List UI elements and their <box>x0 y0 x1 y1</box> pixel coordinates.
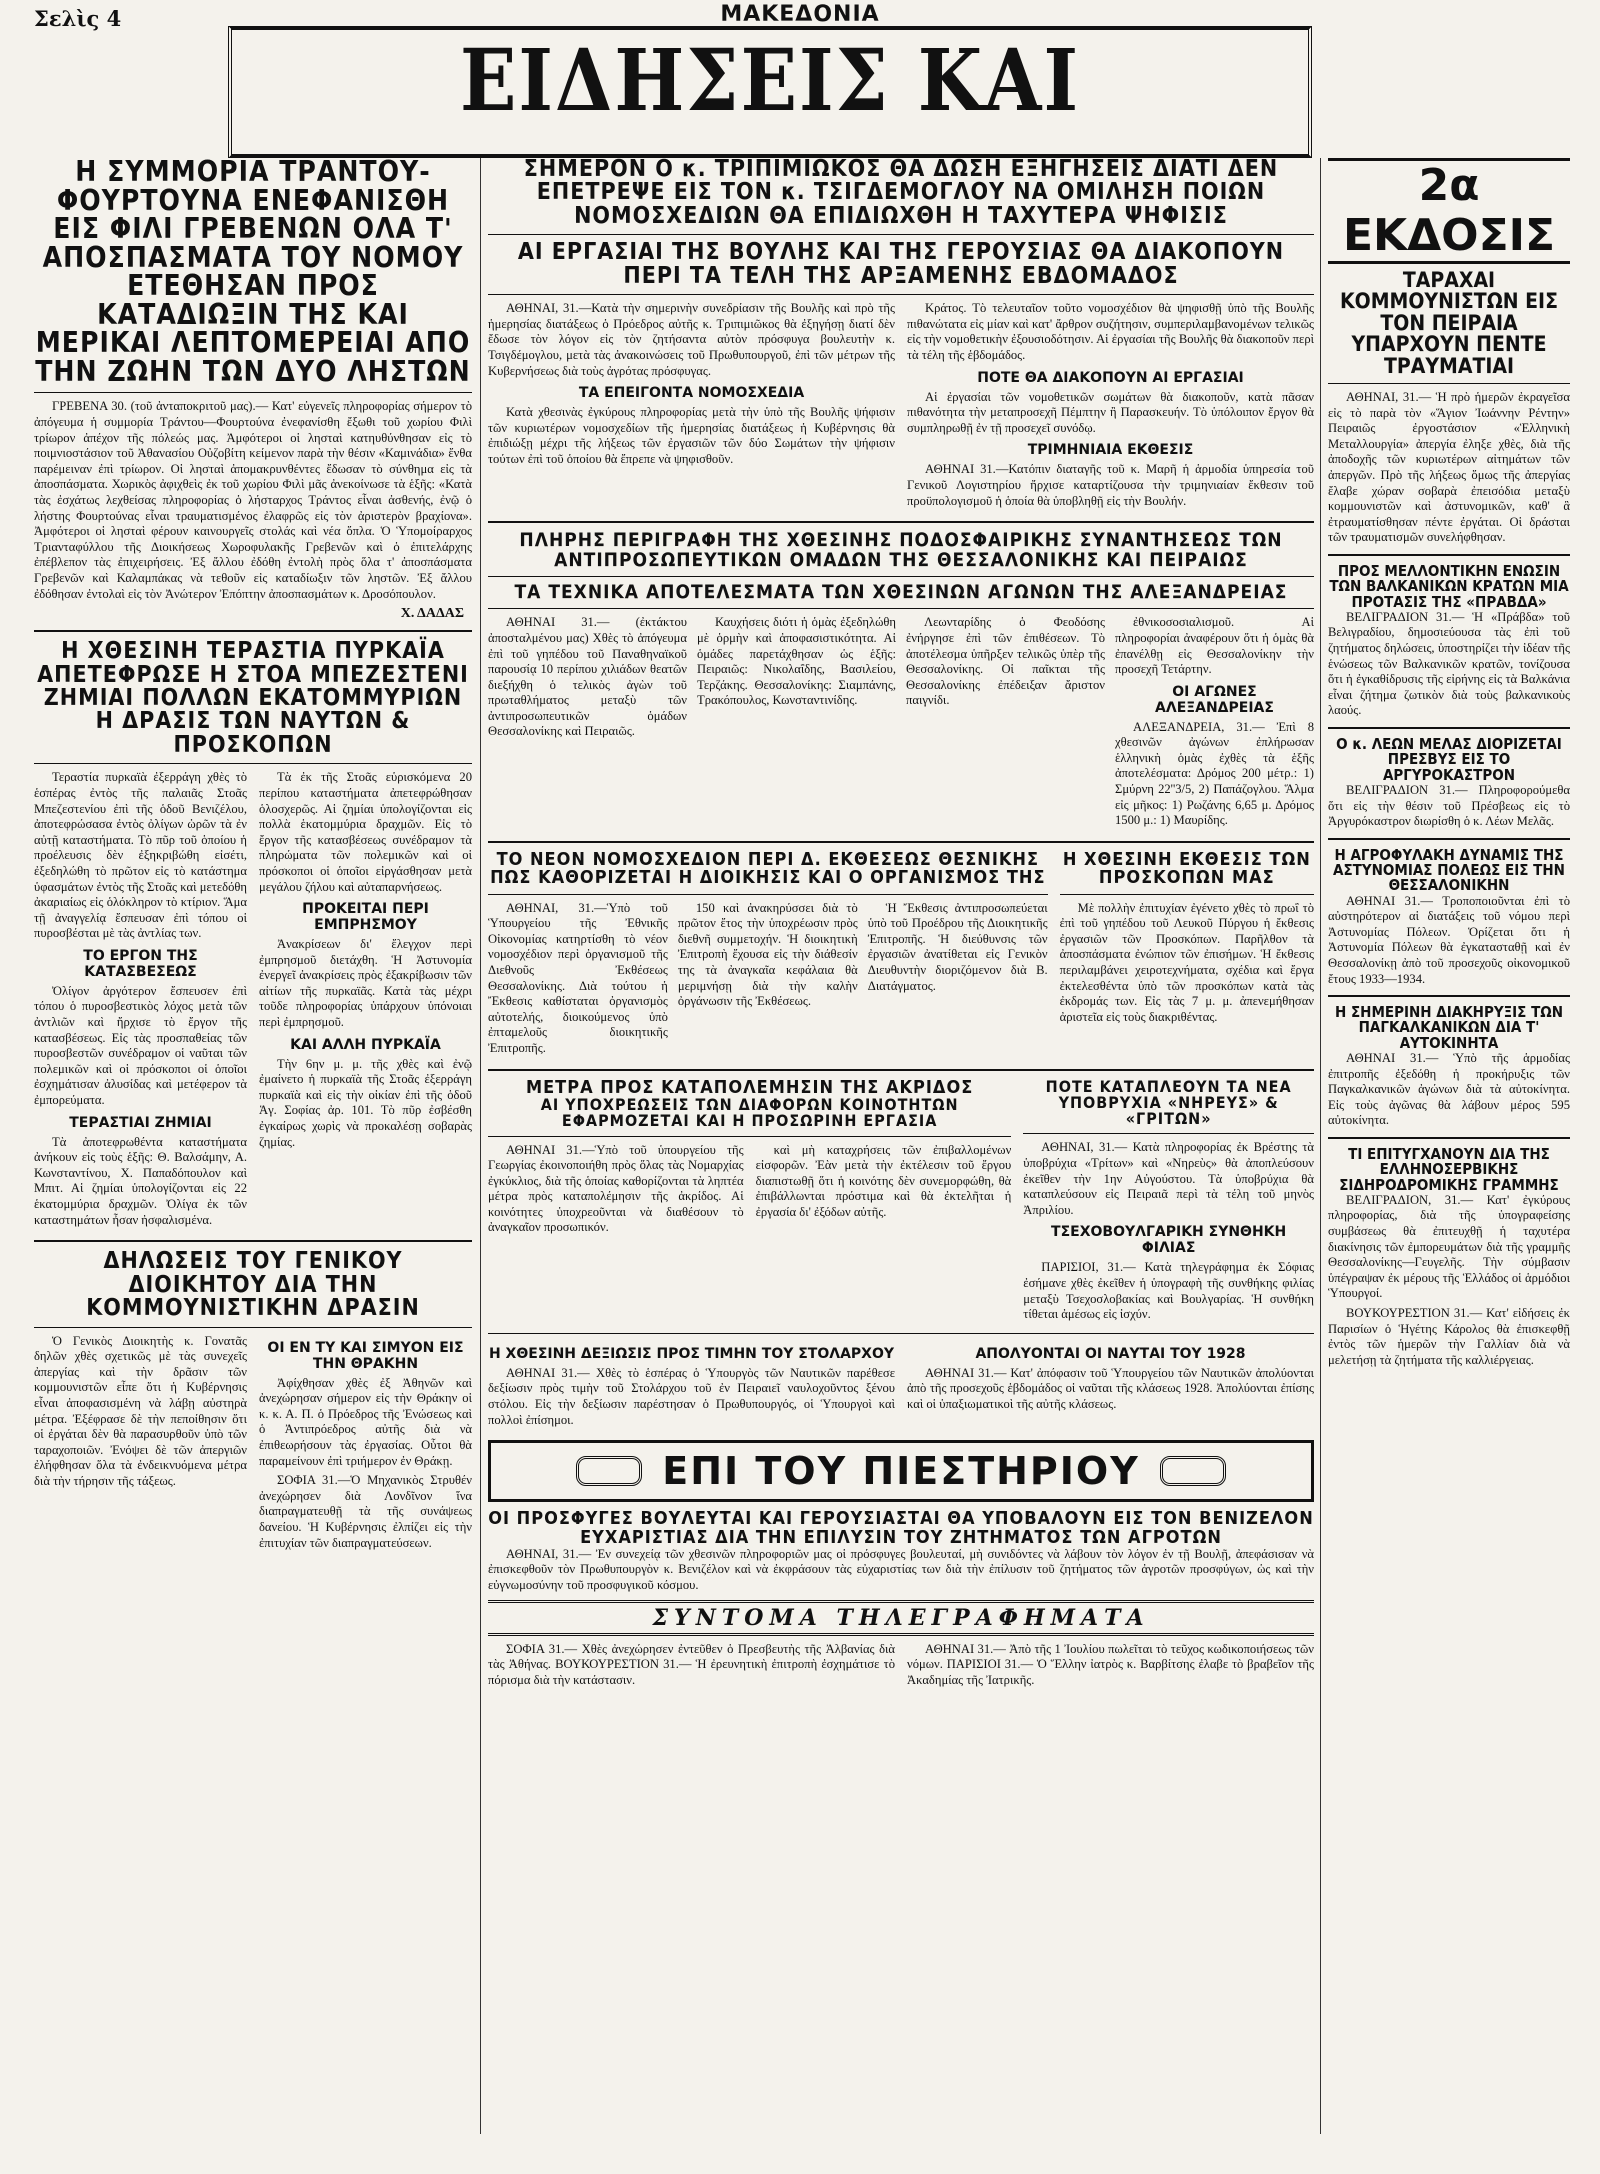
body-sports-today: ΑΘΗΝΑΙ 31.— Ὑπὸ τῆς ἁρμοδίας ἐπιτροπῆς ἐξεδόθη ἡ προκήρυξις τῶν Παγκαλκανικῶν ἀγώνων διὰ τὰ αὐτοκίνητα. Εἰς τοὺς ἀγῶνας θὰ λάβουν μέρος 595 αὐτοκίνητα. <box>1328 1051 1570 1128</box>
headline-scouts: Η ΧΘΕΣΙΝΗ ΕΚΘΕΣΙΣ ΤΩΝ ΠΡΟΣΚΟΠΩΝ ΜΑΣ <box>1062 848 1311 889</box>
column-divider <box>1320 158 1321 2134</box>
parliament-columns <box>488 301 1314 513</box>
body-piraeus: ΑΘΗΝΑΙ, 31.— Ἡ πρὸ ἡμερῶν ἐκραγεῖσα εἰς τὸ παρὰ τὸν «Ἅγιον Ἰωάννην Ρέντην» Πειραιῶς ἐργοστάσιον «Ἑλληνικὴ Μεταλλουργία» ἀπεργία ἐληξε χθὲς, διὰ τῆς ἀποδοχῆς τῶν κυριωτέρων αἰτημάτων τῶν ἀπεργῶν. Πρὸ τῆς λήξεως ὅμως τῆς ἀπεργίας ἔλαβε χώραν σοβαρὰ ἐπεισόδια μεταξὺ κομμουνιστῶν καὶ ἀστυνομικῶν, καθ' ἃ ἐτραυματίσθησαν πέντε ἐργάται. Οἱ δράσται τῶν τραυματισμῶν συνελήφθησαν. <box>1328 390 1570 545</box>
body-bills: Κατὰ χθεσινὰς ἐγκύρους πληροφορίας μετὰ τὴν ὑπὸ τῆς Βουλῆς ψήφισιν τῶν κυριωτέρων νομοσχεδίων τῆς ἡμερησίας διατάξεως ἡ Κυβέρνησις θὰ ἐπιδιώξῃ μέχρι τῆς λήξεως τῶν ἐργασιῶν τῶν δύο Σωμάτων τὴν ψήφισιν τούτων ἐπὶ τοῦ ὁποίου θὰ ἔπρεπε νὰ ψηφισθοῦν. <box>488 405 895 467</box>
article-railways <box>1328 1147 1570 1368</box>
headline-sports-today: Η ΣΗΜΕΡΙΝΗ ΔΙΑΚΗΡΥΞΙΣ ΤΩΝ ΠΑΓΚΑΛΚΑΝΙΚΩΝ ΔΙΑ Τ' ΑΥΤΟΚΙΝΗΤΑ <box>1334 1003 1564 1052</box>
body-quarterly: ΑΘΗΝΑΙ 31.—Κατόπιν διαταγῆς τοῦ κ. Μαρῆ ἡ ἁρμοδία ὑπηρεσία τοῦ Γενικοῦ Λογιστηρίου ἤρχισε καταρτίζουσα τὴν τριμηνιαίαν ἔκθεσιν τοῦ προϋπολογισμοῦ ἡ ὁποία θὰ ὑποβληθῇ εἰς τὴν Βουλήν. <box>907 462 1314 508</box>
governor-columns <box>34 1334 472 1556</box>
body-governor: Ὁ Γενικὸς Διοικητὴς κ. Γονατᾶς δηλῶν χθὲς σχετικῶς μὲ τὰς συνεχεῖς ἀπεργίας καὶ τὴν δρᾶσιν τῶν κομμουνιστῶν εἶπε ὅτι ἡ Κυβέρνησις εἶναι ἀποφασισμένη νὰ λάβῃ αὐστηρὰ μέτρα. Ἐξέφρασε δὲ τὴν πεποίθησιν ὅτι οἱ ἐργάται δὲν θὰ παρασυρθοῦν ὑπὸ τῶν ταραχοποιῶν. Ἐνόψει δὲ τῶν ἀπεργιῶν ἐλήφθησαν ὅλα τὰ ἐνδεικνυόμενα μέτρα διὰ τὴν τήρησιν τῆς τάξεως. <box>34 1333 247 1488</box>
body-fire-sub4: Τὰ ἀποτεφρωθέντα καταστήματα ἀνήκουν εἰς τοὺς ἑξῆς: Θ. Βαλσάμην, Α. Κωνσταντίνου, Χ. Παπαδόπουλον καὶ Μπιτ. Αἱ ζημίαι ὑπολογίζονται εἰς 22 ἑκατομμύρια δραχμῶν. Ὀλίγα ἐκ τῶν καταστημάτων ἦσαν ἠσφαλισμένα. <box>34 1134 247 1227</box>
headline-gang: Η ΣΥΜΜΟΡΙΑ ΤΡΑΝΤΟΥ-ΦΟΥΡΤΟΥΝΑ ΕΝΕΦΑΝΙΣΘΗ ΕΙΣ ΦΙΛΙ ΓΡΕΒΕΝΩΝ ΟΛΑ Τ' ΑΠΟΣΠΑΣΜΑΤΑ ΤΟΥ ΝΟΜΟΥ ΕΤΕΘΗΣΑΝ ΠΡΟΣ ΚΑΤΑΔΙΩΞΙΝ ΤΗΣ ΚΑΙ ΜΕΡΙΚΑΙ ΛΕΠΤΟΜΕΡΕΙΑΙ ΑΠΟ ΤΗΝ ΖΩΗΝ ΤΩΝ ΔΥΟ ΛΗΣΤΩΝ <box>35 158 471 388</box>
article-governor <box>34 1250 472 1555</box>
subheading-quarterly: ΤΡΙΜΗΝΙΑΙΑ ΕΚΘΕΣΙΣ <box>1027 442 1194 459</box>
divider <box>488 521 1314 523</box>
headline-mellas: Ο κ. ΛΕΩΝ ΜΕΛΑΣ ΔΙΟΡΙΖΕΤΑΙ ΠΡΕΣΒΥΣ ΕΙΣ ΤΟ ΑΡΓΥΡΟΚΑΣΤΡΟΝ <box>1336 735 1562 784</box>
page-number: Σελὶς 4 <box>34 6 122 31</box>
article-football <box>488 531 1314 833</box>
headline-railways: ΤΙ ΕΠΙΤΥΓΧΑΝΟΥΝ ΔΙΑ ΤΗΣ ΕΛΛΗΝΟΣΕΡΒΙΚΗΣ ΣΙΔΗΡΟΔΡΟΜΙΚΗΣ ΓΡΑΜΜΗΣ <box>1339 1145 1559 1194</box>
article-mellas <box>1328 737 1570 830</box>
headline-submarines: ΠΟΤΕ ΚΑΤΑΠΛΕΟΥΝ ΤΑ ΝΕΑ ΥΠΟΒΡΥΧΙΑ «ΝΗΡΕΥΣ» & «ΓΡΙΤΩΝ» <box>1045 1076 1292 1129</box>
divider <box>1023 1133 1314 1134</box>
paper-name: ΜΑΚΕΔΟΝΙΑ <box>720 2 880 27</box>
body-treaty: ΠΑΡΙΣΙΟΙ, 31.— Κατὰ τηλεγράφημα ἐκ Σόφιας ἐσήμανε χθὲς ἐκεῖθεν ἡ ὑπογραφὴ τῆς συνθήκης φιλίας μεταξὺ Τσεχοσλοβακίας καὶ Βουλγαρίας. Ἡ συνθήκη τίθεται ἀμέσως εἰς ἰσχύν. <box>1023 1260 1314 1322</box>
body-police: ΑΘΗΝΑΙ 31.— Τροποποιοῦνται ἐπὶ τὸ αὐστηρότερον αἱ διατάξεις τοῦ νόμου περὶ Ἀστυνομίας Πόλεων. Ὁρίζεται ὅτι ἡ Ἀστυνομία Πόλεων θὰ ἐγκατασταθῇ καὶ ἐν Θεσσαλονίκῃ ἀπὸ τοῦ προσεχοῦς οἰκονομικοῦ ἔτους 1933—1934. <box>1328 893 1570 986</box>
article-police <box>1328 845 1570 987</box>
body-football-1: ΑΘΗΝΑΙ 31.— (ἐκτάκτου ἀποσταλμένου μας) Χθὲς τὸ ἀπόγευμα ἐπὶ τοῦ γηπέδου τοῦ Παναθηναϊκοῦ παρουσίᾳ 10 περίπου χιλιάδων θεατῶν διεξήχθη ὁ τελικὸς ἀγὼν τοῦ πρωταθλήματος μεταξὺ τῶν ἀντιπροσωπευτικῶν ὁμάδων Θεσσαλονίκης καὶ Πειραιῶς. <box>488 615 687 739</box>
body-brief-left: ΣΟΦΙΑ 31.— Χθὲς ἀνεχώρησεν ἐντεῦθεν ὁ Πρεσβευτὴς τῆς Ἀλβανίας διὰ τὰς Ἀθήνας. ΒΟΥΚΟΥΡΕΣΤΙΟΝ 31.— Ἡ ἐρευνητικὴ ἐπιτροπὴ ἐσχημάτισε τὸ πόρισμα διὰ τὴν κατάστασιν. <box>488 1641 895 1687</box>
body-fire-sub3: Τὴν 6ην μ. μ. τῆς χθὲς καὶ ἐνῷ ἐμαίνετο ἡ πυρκαϊὰ τῆς Στοᾶς ἐξερράγη πυρκαϊὰ καὶ εἰς τὴν οἰκίαν ἐπὶ τῆς ὁδοῦ Ἁγ. Σοφίας ἀρ. 101. Τὸ πῦρ ἐσβέσθη ἐγκαίρως χωρὶς νὰ προκαλέσῃ σοβαρὰς ζημίας. <box>259 1056 472 1149</box>
divider <box>1060 894 1314 895</box>
subheadline-football: ΤΑ ΤΕΧΝΙΚΑ ΑΠΟΤΕΛΕΣΜΑΤΑ ΤΩΝ ΧΘΕΣΙΝΩΝ ΑΓΩΝΩΝ ΤΗΣ ΑΛΕΞΑΝΔΡΕΙΑΣ <box>514 580 1288 603</box>
body-parliament-right: Κράτος. Τὸ τελευταῖον τοῦτο νομοσχέδιον θὰ ψηφισθῇ ὑπὸ τῆς Βουλῆς πιθανώτατα εἰς μίαν καὶ κατ' ἄρθρον συζήτησιν, συμπεριλαμβανομένων τελικῶς εἰς τὴν νομοθετικὴν ἐξουσιοδότησιν. Αἱ ἐργασίαι τῆς Βουλῆς θὰ διακοποῦν περὶ τὰ τέλη τῆς ἑβδομάδος. <box>907 301 1314 363</box>
subheading-bills: ΤΑ ΕΠΕΙΓΟΝΤΑ ΝΟΜΟΣΧΕΔΙΑ <box>578 385 805 402</box>
body-fire-left: Τεραστία πυρκαϊὰ ἐξερράγη χθὲς τὸ ἑσπέρας ἐντὸς τῆς παλαιᾶς Στοᾶς Μπεζεστενίου ἐπὶ τῆς ὁδοῦ Βενιζέλου, ἀποτεφρώσασα ἐντὸς ὀλίγων ὡρῶν τὰ ἐν αὐτῇ καταστήματα. Τὸ πῦρ τοῦ ὁποίου ἡ προέλευσις δὲν ἐξηκριβώθη εἰσέτι, ἐξεδηλώθη τὸ πρῶτον εἰς τὸ κατάστημα ὑφασμάτων ἐντὸς τῆς Στοᾶς καὶ μετεδόθη ἀκαριαίως εἰς ὁλόκληρον τὸ κτίριον. Ἅμα τῇ ἀναγγελίᾳ ἔσπευσαν ἐπὶ τόπου οἱ πυροσβέσται μὲ τὰς ἀντλίας των. <box>34 770 247 941</box>
divider <box>34 1240 472 1242</box>
divider <box>34 630 472 632</box>
subheading-recess: ΠΟΤΕ ΘΑ ΔΙΑΚΟΠΟΥΝ ΑΙ ΕΡΓΑΣΙΑΙ <box>977 369 1244 386</box>
body-locust-b: καὶ μὴ καταχρήσεις τῶν ἐπιβαλλομένων εἰσφορῶν. Ἐὰν μετὰ τὴν ἐκτέλεσιν τοῦ ἔργου διαπιστωθῇ ὅτι ἡ κοινότης δὲν συνεμορφώθη, θὰ ἐπιβάλλωνται πρόστιμα καὶ θὰ ἐκτελῆται ἡ ἐργασία δι' ἐξόδων αὐτῆς. <box>755 1142 1012 1219</box>
section-banner <box>228 26 1312 158</box>
body-fire-right: Τὰ ἐκ τῆς Στοᾶς εὑρισκόμενα 20 περίπου καταστήματα ἀπετεφρώθησαν ὁλοσχερῶς. Αἱ ζημίαι ὑπολογίζονται εἰς πολλὰ ἑκατομμύρια δραχμῶν. Εἰς τὸ ἔργον τῆς κατασβέσεως συνέδραμον τὰ πληρώματα τῶν πολεμικῶν καὶ οἱ πρόσκοποι οἱ ὁποῖοι εἰργάσθησαν μετὰ μεγάλου ζήλου καὶ αὐταπαρνήσεως. <box>259 770 472 894</box>
body-scouts: Μὲ πολλὴν ἐπιτυχίαν ἐγένετο χθὲς τὸ πρωΐ τὸ ἐπὶ τοῦ γηπέδου τοῦ Λευκοῦ Πύργου ἡ ἔκθεσις ἐργασιῶν τῶν Προσκόπων. Παρῆλθον τὰ ἀποσπάσματα ἐνώπιον τῶν ἐπισήμων. Ἡ ἔκθεσις περιλαμβάνει χειροτεχνήματα, σχέδια καὶ ἔργα ἐκτελεσθέντα ὑπὸ τῶν προσκόπων κατὰ τὰς ἐκδρομάς των. Εἰς τὰς 7 μ. μ. ἀπενεμήθησαν ἀριστεῖα εἰς τοὺς διακριθέντας. <box>1059 900 1314 1024</box>
headline-fire: Η ΧΘΕΣΙΝΗ ΤΕΡΑΣΤΙΑ ΠΥΡΚΑΪΑ ΑΠΕΤΕΦΡΩΣΕ Η ΣΤΟΑ ΜΠΕΖΕΣΤΕΝΙ ΖΗΜΙΑΙ ΠΟΛΛΩΝ ΕΚΑΤΟΜΜΥΡΙΩΝ Η ΔΡΑΣΙΣ ΤΩΝ ΝΑΥΤΩΝ & ΠΡΟΣΚΟΠΩΝ <box>37 638 469 758</box>
divider <box>488 294 1314 295</box>
article-submarines <box>1023 1076 1314 1327</box>
subheading-fire-4: ΤΕΡΑΣΤΙΑΙ ΖΗΜΙΑΙ <box>69 1114 212 1131</box>
signature: Χ. ΔΑΔΑΣ <box>400 606 464 622</box>
divider <box>488 1136 1011 1137</box>
ornament-icon <box>576 1456 642 1486</box>
subheading-thrace: ΟΙ ΕΝ ΤΥ ΚΑΙ ΣΙΜΥΟΝ ΕΙΣ ΤΗΝ ΘΡΑΚΗΝ <box>267 1339 464 1372</box>
article-piraeus <box>1328 270 1570 546</box>
body-fair-a: ΑΘΗΝΑΙ, 31.—Ὑπὸ τοῦ Ὑπουργείου τῆς Ἐθνικῆς Οἰκονομίας κατηρτίσθη τὸ νέον νομοσχέδιον περὶ ὀργανισμοῦ τῆς Διεθνοῦς Ἐκθέσεως Θεσσαλονίκης. Διὰ τούτου ἡ Ἔκθεσις καθίσταται ὀργανισμὸς αὐτοτελής, διοικούμενος ὑπὸ ἐπταμελοῦς διοικητικῆς Ἐπιτροπῆς. <box>488 900 668 1055</box>
body-refugee-deputies: ΑΘΗΝΑΙ, 31.— Ἐν συνεχείᾳ τῶν χθεσινῶν πληροφοριῶν μας οἱ πρόσφυγες βουλευταί, μὴ συνιδόντες νὰ λάβουν τὸν λόγον ἐν τῇ Βουλῇ, ἀπεφάσισαν νὰ ἐπισκεφθοῦν τὸν Πρωθυπουργὸν κ. Βενιζέλον καὶ νὰ ἐκφράσουν τὰς εὐχαριστίας των διὰ τὴν ἐπίλυσιν τοῦ ζητήματος τῶν ἀγροτῶν προσφύγων, ὡς καὶ τὴν εὐγνωμοσύνην τοῦ προσφυγικοῦ κόσμου. <box>488 1546 1314 1593</box>
headline-police: Η ΑΓΡΟΦΥΛΑΚΗ ΔΥΝΑΜΙΣ ΤΗΣ ΑΣΤΥΝΟΜΙΑΣ ΠΟΛΕΩΣ ΕΙΣ ΤΗΝ ΘΕΣΣΑΛΟΝΙΚΗΝ <box>1333 845 1565 895</box>
article-fair <box>488 848 1048 1061</box>
body-fair-c: Ἡ Ἔκθεσις ἀντιπροσωπεύεται ὑπὸ τοῦ Προέδρου τῆς Διοικητικῆς Ἐπιτροπῆς. Ἡ διεύθυνσις τῶν ἐργασιῶν ἀνατίθεται εἰς Γενικὸν Διευθυντὴν διοριζόμενον διὰ Β. Διατάγματος. <box>867 900 1048 993</box>
divider <box>488 1069 1314 1071</box>
headline-fair: ΤΟ ΝΕΟΝ ΝΟΜΟΣΧΕΔΙΟΝ ΠΕΡΙ Δ. ΕΚΘΕΣΕΩΣ ΘΕΣΝΙΚΗΣ ΠΩΣ ΚΑΘΟΡΙΖΕΤΑΙ Η ΔΙΟΙΚΗΣΙΣ ΚΑΙ Ο ΟΡΓΑΝΙΣΜΟΣ ΤΗΣ <box>490 848 1046 889</box>
body-alexandria: ΑΛΕΞΑΝΔΡΕΙΑ, 31.— Ἐπὶ 8 χθεσινῶν ἀγώνων ἐπλήρωσαν ἑλληνικὴ ὁμὰς ἐχθὲς τὰ ἑξῆς ἀποτελέσματα: Δρόμος 200 μέτρ.: 1) Σμύρνη 22''3/5, 2) Παπάζογλου. Ἅλμα εἰς μῆκος: 1) Ρωζάνης 6,65 μ. Δρόμος 1500 μ.: 1) Μαυρίδης. <box>1115 719 1314 828</box>
body-thrace: Ἀφίχθησαν χθὲς ἐξ Ἀθηνῶν καὶ ἀνεχώρησαν σήμερον εἰς τὴν Θράκην οἱ κ. κ. Α. Π. ὁ Πρόεδρος τῆς Ἐνώσεως καὶ ὁ Ἀντιπρόεδρος αὐτῆς διὰ νὰ ἐπιθεωρήσουν τὰς ἐργασίας. Οὗτοι θὰ παραμείνουν ἐπὶ τριήμερον ἐν Θράκῃ. <box>259 1375 472 1468</box>
article-reception <box>488 1340 895 1432</box>
ornament-icon <box>1160 1456 1226 1486</box>
divider <box>1328 1137 1570 1139</box>
brief-columns <box>488 1642 1314 1693</box>
football-columns <box>488 615 1314 833</box>
body-fire-sub2: Ὀλίγον ἀργότερον ἔσπευσεν ἐπὶ τόπου ὁ πυροσβεστικὸς λόχος μετὰ τῶν ἀντλιῶν καὶ ἤρχισε τὸ ἔργον τῆς κατασβέσεως. Εἰς τὰς προσπαθείας τῶν πυροσβεστῶν συνέδραμον οἱ ναῦται τῶν πολεμικῶν καὶ οἱ πρόσκοποι οἱ ὁποῖοι ἐσχημάτισαν ἀλυσίδας καὶ μετέφερον τὰ ἐμπορεύματα. <box>34 983 247 1108</box>
supreme-title: ΕΠΙ ΤΟΥ ΠΙΕΣΤΗΡΙΟΥ <box>662 1449 1140 1494</box>
divider <box>488 841 1314 843</box>
body-football-3: Λεωνταρίδης ὁ Φεοδόσης ἐνήργησε ἐπὶ τῶν ἐπιθέσεων. Τὸ ἀποτέλεσμα ὑπῆρξεν τελικῶς ὑπὲρ τῆς Θεσσαλονίκης. Οἱ παῖκται τῆς Θεσσαλονίκης ἐπέδειξαν ἄριστον παιγνίδι. <box>906 615 1105 708</box>
headline-football: ΠΛΗΡΗΣ ΠΕΡΙΓΡΑΦΗ ΤΗΣ ΧΘΕΣΙΝΗΣ ΠΟΔΟΣΦΑΙΡΙΚΗΣ ΣΥΝΑΝΤΗΣΕΩΣ ΤΩΝ ΑΝΤΙΠΡΟΣΩΠΕΥΤΙΚΩΝ ΟΜΑΔΩΝ ΤΗΣ ΘΕΣΣΑΛΟΝΙΚΗΣ ΚΑΙ ΠΕΙΡΑΙΩΣ <box>519 529 1283 571</box>
right-column <box>1328 158 1570 2148</box>
divider <box>34 1327 472 1328</box>
divider <box>1328 383 1570 384</box>
left-column <box>34 158 472 2148</box>
article-sailors <box>907 1340 1314 1432</box>
divider <box>488 234 1314 235</box>
article-locust <box>488 1076 1012 1327</box>
body-sofia: ΣΟΦΙΑ 31.—Ὁ Μηχανικὸς Στρυθέν ἀνεχώρησεν διὰ Λονδῖνον ἵνα διαπραγματευθῇ τὰ τῆς συνάψεως δανείου. Ἡ Κυβέρνησις ἐλπίζει εἰς τὴν ἐπιτυχίαν τῶν διαπραγματεύσεων. <box>259 1473 472 1550</box>
divider <box>488 1333 1314 1334</box>
body-parliament-left: ΑΘΗΝΑΙ, 31.—Κατὰ τὴν σημερινὴν συνεδρίασιν τῆς Βουλῆς καὶ πρὸ τῆς ἡμερησίας διατάξεως ὁ Πρόεδρος αὐτῆς κ. Τριπιμιῶκος θὰ ἐξηγήσῃ διατί δὲν ἔδωσε τὸν λόγον εἰς τὸν ζητήσαντα αὐτὸν πρόσφυγα βουλευτὴν κ. Τσιγδέμογλου, μετὰ τὰς ἀνακοινώσεις τοῦ Πρωθυπουργοῦ, ἐπὶ τῶν μέτρων τῆς Κυβερνήσεως διὰ τοὺς ἀγρότας πρόσφυγας. <box>488 301 895 378</box>
divider <box>1328 838 1570 840</box>
subheading-treaty: ΤΣΕΧΟΒΟΥΛΓΑΡΙΚΗ ΣΥΝΘΗΚΗ ΦΙΛΙΑΣ <box>1051 1224 1287 1257</box>
body-fire-sub1: Ἀνακρίσεων δι' ἔλεγχον περὶ ἐμπρησμοῦ διετάχθη. Ἡ Ἀστυνομία ἐνεργεῖ ἀνακρίσεις πρὸς ἐξακρίβωσιν τῶν αἰτίων τῆς πυρκαϊᾶς. Κατὰ τὰς μέχρι τοῦδε πληροφορίας ὑπάρχουν ὑπόνοιαι περὶ ἐμπρησμοῦ. <box>259 937 472 1030</box>
subheading-fire-1: ΠΡΟΚΕΙΤΑΙ ΠΕΡΙ ΕΜΠΡΗΣΜΟΥ <box>302 901 429 934</box>
body-railways: ΒΕΛΙΓΡΑΔΙΟΝ, 31.— Κατ' ἐγκύρους πληροφορίας, διὰ τῆς ὑπογραφείσης συμβάσεως θὰ ἐπιτευχθῇ ἡ ταχυτέρα διακίνησις τῶν ἐμπορευμάτων διὰ τῆς γραμμῆς Θεσσαλονίκης—Γευγελῆς. Τὴν σύμβασιν ὑπέγραψαν ἐκ μέρους τῆς Ἑλλάδος οἱ ἁρμόδιοι Ὑπουργοί. <box>1328 1192 1570 1301</box>
article-gang <box>34 158 472 622</box>
body-reception: ΑΘΗΝΑΙ 31.— Χθὲς τὸ ἑσπέρας ὁ Ὑπουργὸς τῶν Ναυτικῶν παρέθεσε δεξίωσιν πρὸς τιμὴν τοῦ Στολάρχου τοῦ ἐν Πειραιεῖ ναυλοχοῦντος ξένου στόλου. Εἰς τὴν δεξίωσιν παρέστησαν ὁ Πρωθυπουργός, οἱ Ὑπουργοὶ καὶ πολλοὶ ἐπίσημοι. <box>488 1365 895 1427</box>
body-gang: ΓΡΕΒΕΝΑ 30. (τοῦ ἀνταποκριτοῦ μας).— Κατ' εὐγενεῖς πληροφορίας σήμερον τὸ ἀπόγευμα ἡ συμμορία Τράντου—Φουρτούνα ἐνεφανίσθη ἔξωθι τοῦ χωρίου Φιλὶ τρίωρον ἀπέχον τῆς πόλεώς μας. Ἀμφότεροι οἱ λησταὶ κατηυθύνθησαν εἰς τὸ ποιμνιοστάσιον τοῦ Ἀθανασίου Οὐζοβίτη κείμενον παρὰ τὴν θέσιν «Καμινάδια» ἔνθα παρέμειναν ἐπὶ τρίωρον. Οἱ λησταὶ ἀπομακρυνθέντες ἔδωσαν τὸ σύνθημα εἰς τὰ ἀποσπάσματα. Χωρικὸς ἀφιχθεὶς ἐκ τοῦ χωρίου Φιλὶ μᾶς ἀνεκοίνωσε τὰ ἑξῆς: «Κατὰ τὰς ἐσχάτως λεχθείσας πληροφορίας ὁ λήσταρχος Τράντος εἶναι ἀσθενής, ἐνῷ ὁ λήστης Φουρτούνας εἶναι τραυματισμένος ἐλαφρῶς εἰς τὸν ἀριστερὸν βραχίονα». Ἀμφότεροι οἱ λησταὶ φέρουν καινουργεῖς στολάς καὶ νέα ὅπλα. Ὁ Ὑπομοίραρχος Τριανταφύλλου τῆς Διοικήσεως Χωροφυλακῆς Γρεβενῶν καὶ ὁ ἐπιτελάρχης ἐπέβλεπον τὰς ἐπιχειρήσεις. Ἐξ ἄλλου ἐδόθη ἐντολὴ πρὸς ὅλα τ' ἀποσπάσματα Γρεβενῶν καὶ Καλαμπάκας νὰ τεθοῦν εἰς καταδίωξιν τῶν ληστῶν. Ἐξ ἄλλου ἐδόθησαν ἐντολαὶ εἰς τὸν Ἀνώτερον Ἐπόπτην ἀποσπασμάτων κ. Δροσόπουλον. <box>34 399 472 601</box>
divider <box>1328 727 1570 729</box>
headline-refugee-deputies: ΟΙ ΠΡΟΣΦΥΓΕΣ ΒΟΥΛΕΥΤΑΙ ΚΑΙ ΓΕΡΟΥΣΙΑΣΤΑΙ ΘΑ ΥΠΟΒΑΛΟΥΝ ΕΙΣ ΤΟΝ ΒΕΝΙΖΕΛΟΝ ΕΥΧΑΡΙΣΤΙΑΣ ΔΙΑ ΤΗΝ ΕΠΙΛΥΣΙΝ ΤΟΥ ΖΗΤΗΜΑΤΟΣ ΤΩΝ ΑΓΡΟΤΩΝ <box>488 1508 1314 1548</box>
subheading-alexandria: ΟΙ ΑΓΩΝΕΣ ΑΛΕΞΑΝΔΡΕΙΑΣ <box>1155 683 1274 716</box>
center-column <box>488 158 1314 2148</box>
body-fair-b: 150 καὶ ἀνακηρύσσει διὰ τὸ πρῶτον ἔτος τὴν ὑποχρέωσιν πρὸς διεθνῆ συμμετοχήν. Ἡ διοικητικὴ Ἐπιτροπὴ ἔχουσα εἰς τὴν διάθεσίν της τὰ ἀναγκαῖα κεφάλαια θὰ μεριμνήσῃ διὰ τὴν καλὴν ὀργάνωσιν τῆς Ἐκθέσεως. <box>677 900 858 1009</box>
section-banner-title: ΕΙΔΗΣΕΙΣ ΚΑΙ <box>459 31 1081 131</box>
body-brief-right: ΑΘΗΝΑΙ 31.— Ἀπὸ τῆς 1 Ἰουλίου πωλεῖται τὸ τεῦχος κωδικοποιήσεως τῶν νόμων. ΠΑΡΙΣΙΟΙ 31.— Ὁ Ἕλλην ἰατρὸς κ. Βαρβίτσης ἐλαβε τὸ βραβεῖον τῆς Ἀκαδημίας τῆς Ἰατρικῆς. <box>907 1641 1314 1687</box>
divider <box>488 576 1314 577</box>
subheadline-parliament: ΑΙ ΕΡΓΑΣΙΑΙ ΤΗΣ ΒΟΥΛΗΣ ΚΑΙ ΤΗΣ ΓΕΡΟΥΣΙΑΣ ΘΑ ΔΙΑΚΟΠΟΥΝ ΠΕΡΙ ΤΑ ΤΕΛΗ ΤΗΣ ΑΡΞΑΜΕΝΗΣ ΕΒΔΟΜΑΔΟΣ <box>517 239 1285 289</box>
headline-locust: ΜΕΤΡΑ ΠΡΟΣ ΚΑΤΑΠΟΛΕΜΗΣΙΝ ΤΗΣ ΑΚΡΙΔΟΣ <box>525 1076 974 1098</box>
body-football-2: Καυχήσεις διότι ἡ ὁμὰς ἐξεδηλώθη μὲ ὁρμὴν καὶ ἀποφασιστικότητα. Αἱ ὁμάδες παρετάχθησαν ὡς ἑξῆς: Πειραιῶς: Νικολαΐδης, Βασιλείου, Τερζάκης. Θεσσαλονίκης: Σιαμπάνης, Τρακόπουλος, Κωνσταντινίδης. <box>697 615 896 708</box>
fair-columns <box>488 901 1048 1061</box>
divider <box>34 763 472 764</box>
locust-sub-row <box>488 1076 1314 1327</box>
divider <box>34 392 472 393</box>
article-parliament <box>488 158 1314 513</box>
article-sports-today <box>1328 1005 1570 1129</box>
divider <box>488 608 1314 609</box>
headline-sailors: ΑΠΟΛΥΟΝΤΑΙ ΟΙ ΝΑΥΤΑΙ ΤΟΥ 1928 <box>975 1345 1246 1362</box>
article-balkan <box>1328 561 1570 719</box>
divider <box>488 894 1048 895</box>
locust-columns <box>488 1143 1011 1241</box>
headline-balkan: ΠΡΟΣ ΜΕΛΛΟΝΤΙΚΗΝ ΕΝΩΣΙΝ ΤΩΝ ΒΑΛΚΑΝΙΚΩΝ ΚΡΑΤΩΝ ΜΙΑ ΠΡΟΤΑΣΙΣ ΤΗΣ «ΠΡΑΒΔΑ» <box>1329 561 1569 611</box>
body-submarines: ΑΘΗΝΑΙ, 31.— Κατὰ πληροφορίας ἐκ Βρέστης τὰ ὑποβρύχια «Τρίτων» καὶ «Νηρεὺς» θὰ ἀποπλεύσουν ἐκεῖθεν τὴν 1ην Αὐγούστου. Τὰ ὑποβρύχια θὰ καταπλεύσουν εἰς Πειραιᾶ περὶ τὰ τέλη τοῦ μηνὸς Ἀπριλίου. <box>1023 1140 1314 1217</box>
headline-parliament: ΣΗΜΕΡΟΝ Ο κ. ΤΡΙΠΙΜΙΩΚΟΣ ΘΑ ΔΩΣΗ ΕΞΗΓΗΣΕΙΣ ΔΙΑΤΙ ΔΕΝ ΕΠΕΤΡΕΨΕ ΕΙΣ ΤΟΝ κ. ΤΣΙΓΔΕΜΟΓΛΟΥ ΝΑ ΟΜΙΛΗΣΗ ΠΟΙΩΝ ΝΟΜΟΣΧΕΔΙΩΝ ΘΑ ΕΠΙΔΙΩΧΘΗ Η ΤΑΧΥΤΕΡΑ ΨΗΦΙΣΙΣ <box>523 158 1279 229</box>
divider <box>1328 995 1570 997</box>
edition-label: 2α ΕΚΔΟΣΙΣ <box>1328 158 1570 264</box>
supreme-banner <box>488 1440 1314 1502</box>
article-scouts <box>1059 848 1314 1061</box>
column-divider <box>480 158 481 2134</box>
subheading-fire-3: ΚΑΙ ΑΛΛΗ ΠΥΡΚΑΪΑ <box>290 1036 441 1053</box>
body-mellas: ΒΕΛΙΓΡΑΔΙΟΝ 31.— Πληροφορούμεθα ὅτι εἰς τὴν θέσιν τοῦ Πρέσβεως εἰς τὸ Ἀργυρόκαστρον διωρίσθη ὁ κ. Λέων Μελᾶς. <box>1328 782 1570 829</box>
brief-telegrams-title: ΣΥΝΤΟΜΑ ΤΗΛΕΓΡΑΦΗΜΑΤΑ <box>488 1600 1314 1636</box>
body-recess: Αἱ ἐργασίαι τῶν νομοθετικῶν σωμάτων θὰ διακοποῦν, κατὰ πᾶσαν πιθανότητα τὴν μεταπροσεχῆ Πέμπτην ἢ Παρασκευήν. Τὸ ὑπόλοιπον ἔργον θὰ συμπληρωθῇ ἐν τῇ προσεχεῖ συνόδῳ. <box>907 389 1314 435</box>
article-fire <box>34 640 472 1232</box>
fair-scouts-row <box>488 848 1314 1061</box>
reception-row <box>488 1340 1314 1432</box>
headline-reception: Η ΧΘΕΣΙΝΗ ΔΕΞΙΩΣΙΣ ΠΡΟΣ ΤΙΜΗΝ ΤΟΥ ΣΤΟΛΑΡΧΟΥ <box>488 1345 895 1362</box>
body-locust-a: ΑΘΗΝΑΙ 31.—Ὑπὸ τοῦ ὑπουργείου τῆς Γεωργίας ἐκοινοποιήθη πρὸς ὅλας τὰς Νομαρχίας ἐγκύκλιος, διὰ τῆς ὁποίας καθορίζονται τὰ ληπτέα μέτρα πρὸς καταπολέμησιν τῆς ἀκρίδος. Αἱ κοινότητες ὑποχρεοῦνται νὰ διαθέσουν τὸ ἀναγκαῖον προσωπικόν. <box>488 1142 744 1235</box>
body-football-4: ἐθνικοσοσιαλισμοῦ. Αἱ πληροφορίαι ἀναφέρουν ὅτι ἡ ὁμὰς θὰ ἐπανέλθῃ εἰς Θεσσαλονίκην τὴν προσεχῆ Τετάρτην. <box>1115 615 1314 677</box>
body-sailors: ΑΘΗΝΑΙ 31.— Κατ' ἀπόφασιν τοῦ Ὑπουργείου τῶν Ναυτικῶν ἀπολύονται ἀπὸ τῆς προσεχοῦς ἑβδομάδος οἱ ναῦται τῆς κλάσεως 1928. Ἀπολύονται ἐπίσης καὶ οἱ ὑπαξιωματικοὶ τῆς αὐτῆς κλάσεως. <box>907 1365 1314 1411</box>
headline-governor: ΔΗΛΩΣΕΙΣ ΤΟΥ ΓΕΝΙΚΟΥ ΔΙΟΙΚΗΤΟΥ ΔΙΑ ΤΗΝ ΚΟΜΜΟΥΝΙΣΤΙΚΗΝ ΔΡΑΣΙΝ <box>86 1248 420 1322</box>
fire-columns <box>34 770 472 1232</box>
divider <box>1328 554 1570 556</box>
subheadline-locust: ΑΙ ΥΠΟΧΡΕΩΣΕΙΣ ΤΩΝ ΔΙΑΦΟΡΩΝ ΚΟΙΝΟΤΗΤΩΝ ΕΦΑΡΜΟΖΕΤΑΙ ΚΑΙ Η ΠΡΟΣΩΡΙΝΗ ΕΡΓΑΣΙΑ <box>540 1094 959 1131</box>
subheading-fire-2: ΤΟ ΕΡΓΟΝ ΤΗΣ ΚΑΤΑΣΒΕΣΕΩΣ <box>83 947 198 980</box>
body-railways-2: ΒΟΥΚΟΥΡΕΣΤΙΟΝ 31.— Κατ' εἰδήσεις ἐκ Παρισίων ὁ Ἡγέτης Κάρολος θὰ ἐπισκεφθῇ ἐντὸς τῶν ἡμερῶν τὴν Γαλλίαν διὰ νὰ μελετήσῃ τὰ ζητήματα τῆς καλλιέργειας. <box>1328 1306 1570 1367</box>
headline-piraeus: ΤΑΡΑΧΑΙ ΚΟΜΜΟΥΝΙΣΤΩΝ ΕΙΣ ΤΟΝ ΠΕΙΡΑΙΑ ΥΠΑΡΧΟΥΝ ΠΕΝΤΕ ΤΡΑΥΜΑΤΙΑΙ <box>1340 268 1558 378</box>
body-balkan: ΒΕΛΙΓΡΑΔΙΟΝ 31.— Ἡ «Πράβδα» τοῦ Βελιγραδίου, δημοσιεύουσα τὰς ἐπὶ τοῦ ζητήματος δηλώσεις, ὑποστηρίζει τὴν ἰδέαν τῆς ἑνώσεως τῶν Βαλκανικῶν κρατῶν, τονίζουσα ὅτι ἡ ἐγκαθίδρυσις τῆς εἰρήνης εἰς τὰ Βαλκάνια εἶναι ζήτημα ζωτικὸν διὰ τοὺς βαλκανικοὺς λαούς. <box>1328 609 1570 718</box>
